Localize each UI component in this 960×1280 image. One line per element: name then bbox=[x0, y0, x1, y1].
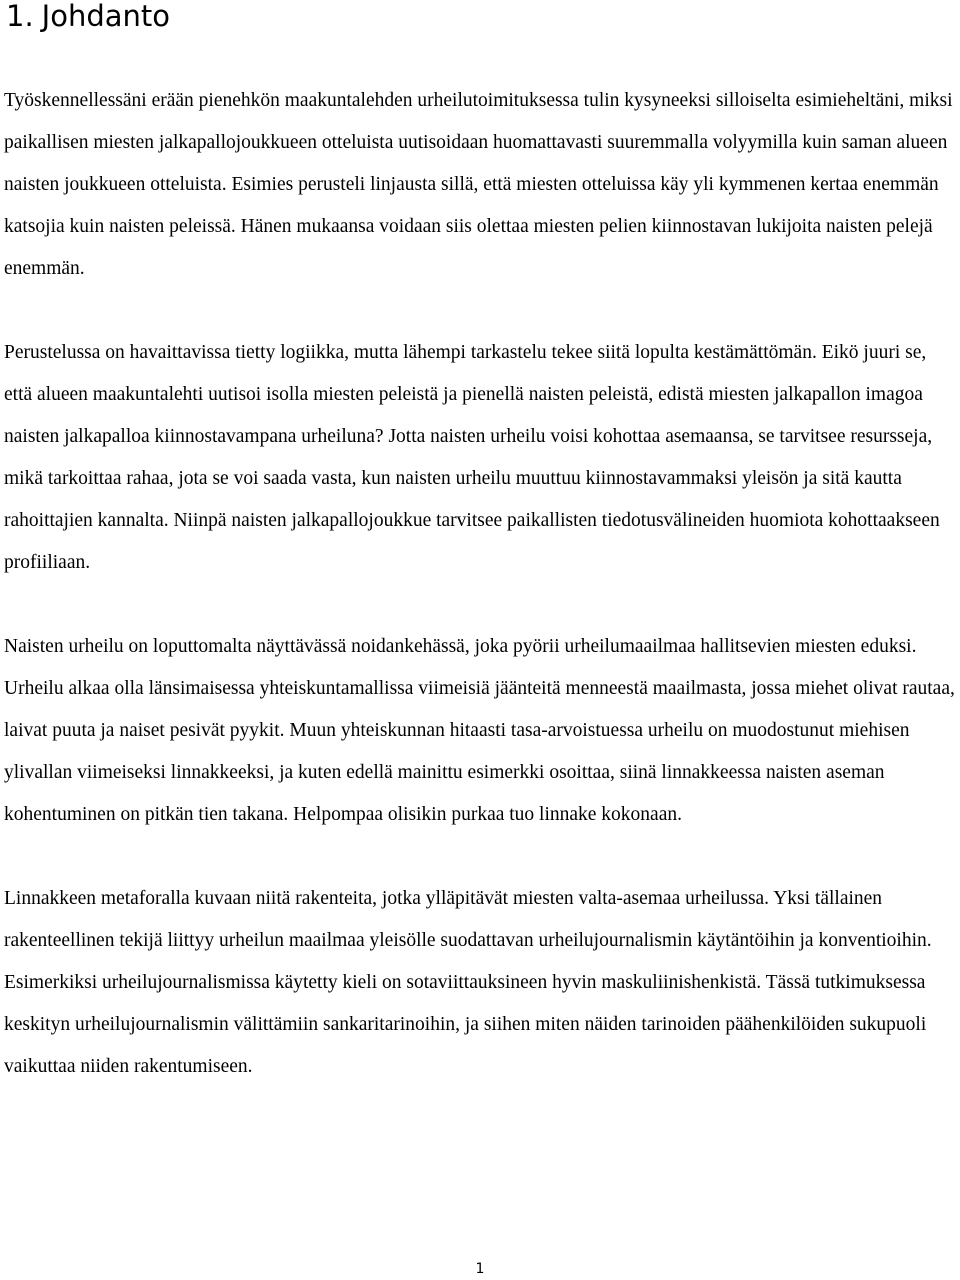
paragraph: Naisten urheilu on loputtomalta näyttävässä noidankehässä, joka pyörii urheilumaailmaa hallitsevien miesten eduksi. Urheilu alkaa olla länsimaisessa yhteiskuntamallissa viimeisiä jäänteitä menneestä maailmasta, jossa miehet olivat rautaa, laivat puuta ja naiset pesivät pyykit. Muun yhteiskunnan hitaasti tasa-arvoistuessa urheilu on muodostunut miehisen ylivallan viimeiseksi linnakkeeksi, ja kuten edellä mainittu esimerkki osoittaa, siinä linnakkeessa naisten aseman kohentuminen on pitkän tien takana. Helpompaa olisikin purkaa tuo linnake kokonaan. bbox=[4, 636, 955, 825]
chapter-title: Johdanto bbox=[41, 0, 171, 33]
paragraph: Linnakkeen metaforalla kuvaan niitä rakenteita, jotka ylläpitävät miesten valta-asemaa urheilussa. Yksi tällainen rakenteellinen tekijä liittyy urheilun maailmaa yleisölle suodattavan urheilujournalismin käytäntöihin ja konventioihin. Esimerkiksi urheilujournalismissa käytetty kieli on sotaviittauksineen hyvin maskuliinishenkistä. Tässä tutkimuksessa keskityn urheilujournalismin välittämiin sankaritarinoihin, ja siihen miten näiden tarinoiden päähenkilöiden sukupuoli vaikuttaa niiden rakentumiseen. bbox=[4, 888, 932, 1077]
page-number: 1 bbox=[475, 1261, 485, 1277]
paragraph: Työskennellessäni erään pienehkön maakuntalehden urheilutoimituksessa tulin kysyneeksi silloiselta esimieheltäni, miksi paikallisen miesten jalkapallojoukkueen otteluista uutisoidaan huomattavasti suuremmalla volyymilla kuin saman alueen naisten joukkueen otteluista. Esimies perusteli linjausta sillä, että miesten otteluissa käy yli kymmenen kertaa enemmän katsojia kuin naisten peleissä. Hänen mukaansa voidaan siis olettaa miesten pelien kiinnostavan lukijoita naisten pelejä enemmän. bbox=[4, 90, 953, 279]
paragraph: Perustelussa on havaittavissa tietty logiikka, mutta lähempi tarkastelu tekee siitä lopulta kestämättömän. Eikö juuri se, että alueen maakuntalehti uutisoi isolla miesten peleistä ja pienellä naisten peleistä, edistä miesten jalkapallon imagoa naisten jalkapalloa kiinnostavampana urheiluna? Jotta naisten urheilu voisi kohottaa asemaansa, se tarvitsee resursseja, mikä tarkoittaa rahaa, jota se voi saada vasta, kun naisten urheilu muuttuu kiinnostavammaksi yleisön ja sitä kautta rahoittajien kannalta. Niinpä naisten jalkapallojoukkue tarvitsee paikallisten tiedotusvälineiden huomiota kohottaakseen profiiliaan. bbox=[4, 342, 940, 573]
body-text bbox=[4, 80, 956, 1088]
chapter-number: 1. bbox=[6, 0, 34, 33]
chapter-heading bbox=[6, 0, 170, 36]
